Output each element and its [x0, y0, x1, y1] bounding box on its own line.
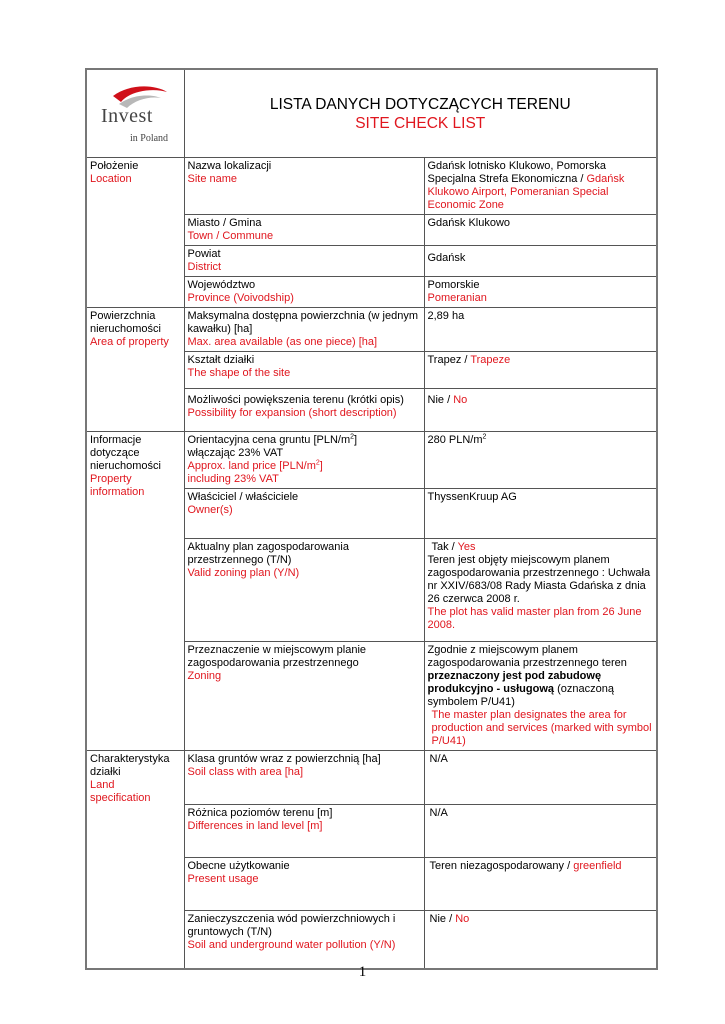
max-area-row [86, 308, 657, 352]
max-area-value: 2,89 ha [424, 308, 657, 352]
area-cat-pl-1: Powierzchnia [90, 310, 156, 322]
usage-value [424, 858, 657, 911]
logo-word: Invest [101, 105, 153, 127]
expansion-pl: Możliwości powiększenia terenu (krótki opis) [187, 394, 404, 406]
price-pl-1: Orientacyjna cena gruntu [PLN/m [187, 434, 351, 446]
zoning-value-pl-1: Zgodnie z miejscowym planem zagospodarowania przestrzennego teren [427, 644, 627, 669]
site-name-en: Site name [187, 173, 238, 185]
province-value-en: Pomeranian [427, 292, 487, 304]
price-value-text: 280 PLN/m [427, 434, 483, 446]
expansion-value [424, 389, 657, 432]
title-cell [184, 69, 657, 158]
province-value [424, 277, 657, 308]
pollution-en: Soil and underground water pollution (Y/N) [187, 939, 396, 951]
zoning-plan-en: Valid zoning plan (Y/N) [187, 567, 300, 579]
logo-sub: in Poland [130, 133, 169, 144]
soil-pl: Klasa gruntów wraz z powierzchnią [ha] [187, 753, 381, 765]
sep: / [564, 860, 574, 872]
location-category [86, 158, 184, 308]
owner-en: Owner(s) [187, 504, 233, 516]
site-check-table [85, 68, 658, 970]
zoning-plan-value [424, 539, 657, 642]
sup2: 2 [482, 433, 487, 441]
shape-en: The shape of the site [187, 367, 291, 379]
expansion-label [184, 389, 424, 432]
usage-label [184, 858, 424, 911]
zoning-label [184, 642, 424, 751]
level-pl: Różnica poziomów terenu [m] [187, 807, 333, 819]
district-pl: Powiat [187, 248, 221, 260]
title-en: SITE CHECK LIST [355, 114, 486, 132]
owner-pl: Właściciel / właściciele [187, 491, 299, 503]
land-cat-pl-1: Charakterystyka [90, 753, 170, 765]
district-en: District [187, 261, 222, 273]
sup2: 2 [315, 459, 320, 467]
title-pl: LISTA DANYCH DOTYCZĄCYCH TERENU [269, 95, 571, 113]
soil-row [86, 751, 657, 805]
area-cat-en: Area of property [90, 336, 169, 348]
zoning-en: Zoning [187, 670, 222, 682]
property-cat-pl-3: nieruchomości [90, 460, 161, 472]
province-label [184, 277, 424, 308]
price-en-2: including 23% VAT [187, 473, 279, 485]
zoning-value [424, 642, 657, 751]
pollution-label [184, 911, 424, 969]
area-category [86, 308, 184, 432]
province-pl: Województwo [187, 279, 256, 291]
soil-value [424, 751, 657, 805]
shape-value-pl: Trapez [427, 354, 462, 366]
site-name-value [424, 158, 657, 215]
soil-value-text: N/A [429, 753, 448, 765]
zoning-value-pl-2: (oznaczoną symbolem P/U41) [427, 683, 614, 708]
area-cat-pl-2: nieruchomości [90, 323, 161, 335]
zoning-value-en: The master plan designates the area for production and services (marked with symbol P/U41) [431, 709, 652, 747]
pollution-value [424, 911, 657, 969]
price-value [424, 432, 657, 489]
price-pl-2: włączając 23% VAT [187, 447, 284, 459]
header-row [86, 69, 657, 158]
price-row [86, 432, 657, 489]
shape-label [184, 352, 424, 389]
sep: / [461, 354, 471, 366]
shape-value-en: Trapeze [470, 354, 511, 366]
town-label [184, 215, 424, 246]
zoning-plan-desc-pl: Teren jest objęty miejscowym planem zagospodarowania przestrzennego : Uchwała nr XXIV/683/08 Rady Miasta Gdańska z dnia 26 czerwca 2008 r. [427, 554, 651, 605]
zoning-value-pl-bold: przeznaczony jest pod zabudowę produkcyjno - usługową [427, 670, 602, 695]
price-label [184, 432, 424, 489]
expansion-value-en: No [453, 394, 468, 406]
page-number: 1 [358, 964, 367, 980]
logo-cell [86, 69, 184, 158]
site-name-label [184, 158, 424, 215]
town-pl: Miasto / Gmina [187, 217, 262, 229]
pollution-pl: Zanieczyszczenia wód powierzchniowych i gruntowych (T/N) [187, 913, 396, 938]
land-category [86, 751, 184, 969]
land-cat-en-1: Land [90, 779, 115, 791]
property-cat-en-1: Property [90, 473, 132, 485]
max-area-en: Max. area available (as one piece) [ha] [187, 336, 378, 348]
site-value-pl: Gdańsk lotnisko Klukowo, Pomorska Specjalna Strefa Ekonomiczna [427, 160, 607, 185]
location-cat-en: Location [90, 173, 132, 185]
max-area-label [184, 308, 424, 352]
sep: / [448, 541, 458, 553]
soil-label [184, 751, 424, 805]
location-cat-pl: Położenie [90, 160, 139, 172]
province-en: Province (Voivodship) [187, 292, 294, 304]
town-en: Town / Commune [187, 230, 274, 242]
soil-en: Soil class with area [ha] [187, 766, 304, 778]
owner-value: ThyssenKruup AG [424, 489, 657, 539]
location-site-row [86, 158, 657, 215]
expansion-en: Possibility for expansion (short description) [187, 407, 397, 419]
district-value-text: Gdańsk [427, 252, 466, 264]
property-cat-pl-2: dotyczące [90, 447, 140, 459]
max-area-pl: Maksymalna dostępna powierzchnia (w jednym kawałku) [ha] [187, 310, 418, 335]
expansion-value-pl: Nie [427, 394, 445, 406]
zoning-plan-value-en: Yes [457, 541, 476, 553]
level-en: Differences in land level [m] [187, 820, 323, 832]
sep: / [444, 394, 454, 406]
district-label [184, 246, 424, 277]
sup2: 2 [350, 433, 355, 441]
sep: / [577, 173, 587, 185]
property-cat-en-2: information [90, 486, 145, 498]
site-name-pl: Nazwa lokalizacji [187, 160, 272, 172]
zoning-plan-label [184, 539, 424, 642]
site-value-en: Gdańsk Klukowo Airport, Pomeranian Special Economic Zone [427, 173, 625, 211]
property-category [86, 432, 184, 751]
price-en-1: Approx. land price [PLN/m [187, 460, 316, 472]
owner-label [184, 489, 424, 539]
property-cat-pl-1: Informacje [90, 434, 142, 446]
level-value-text: N/A [429, 807, 448, 819]
town-value: Gdańsk Klukowo [424, 215, 657, 246]
province-value-pl: Pomorskie [427, 279, 480, 291]
shape-pl: Kształt działki [187, 354, 255, 366]
usage-value-pl: Teren niezagospodarowany [429, 860, 565, 872]
level-label [184, 805, 424, 858]
zoning-plan-value-pl: Tak [431, 541, 449, 553]
pollution-value-pl: Nie [429, 913, 447, 925]
pollution-value-en: No [455, 913, 470, 925]
zoning-plan-desc-en: The plot has valid master plan from 26 June 2008. [427, 606, 642, 631]
usage-value-en: greenfield [573, 860, 622, 872]
level-value [424, 805, 657, 858]
land-cat-pl-2: działki [90, 766, 121, 778]
close-bracket: ] [319, 460, 323, 472]
close-bracket: ] [354, 434, 358, 446]
district-value [424, 246, 657, 277]
zoning-pl: Przeznaczenie w miejscowym planie zagospodarowania przestrzennego [187, 644, 367, 669]
zoning-plan-pl: Aktualny plan zagospodarowania przestrzennego (T/N) [187, 541, 349, 566]
land-cat-en-2: specification [90, 792, 151, 804]
shape-value [424, 352, 657, 389]
sep: / [446, 913, 456, 925]
usage-pl: Obecne użytkowanie [187, 860, 290, 872]
usage-en: Present usage [187, 873, 259, 885]
